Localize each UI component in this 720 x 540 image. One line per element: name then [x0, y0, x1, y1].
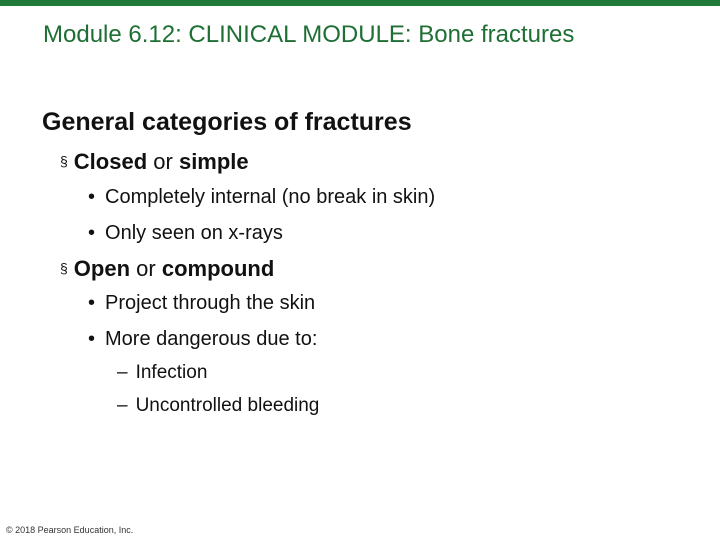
list-item-text: Completely internal (no break in skin): [105, 186, 436, 208]
square-bullet-icon: §: [60, 260, 68, 276]
term-compound: compound: [161, 256, 275, 281]
dot-bullet-icon: •: [88, 186, 96, 208]
slide-title: Module 6.12: CLINICAL MODULE: Bone fractures: [43, 21, 575, 48]
list-item-text: More dangerous due to:: [105, 328, 318, 350]
sub-list-item-text: Uncontrolled bleeding: [135, 395, 320, 416]
term-open: Open: [73, 256, 131, 281]
top-accent-bar: [0, 0, 720, 6]
copyright-notice: © 2018 Pearson Education, Inc.: [6, 525, 134, 535]
sub-list-item-text: Infection: [135, 362, 208, 383]
list-item: [88, 328, 317, 351]
list-item-text: Only seen on x-rays: [105, 222, 283, 244]
square-bullet-icon: §: [60, 153, 68, 169]
sub-list-item: [117, 362, 207, 384]
term-simple: simple: [178, 149, 249, 174]
connector-or: or: [130, 256, 162, 281]
section-heading: General categories of fractures: [42, 108, 412, 136]
dot-bullet-icon: •: [88, 222, 96, 244]
bullet-open: [60, 256, 274, 282]
dash-bullet-icon: –: [117, 395, 128, 416]
list-item: [88, 292, 315, 315]
dot-bullet-icon: •: [88, 292, 96, 314]
list-item: [88, 222, 283, 245]
dot-bullet-icon: •: [88, 328, 96, 350]
list-item: [88, 186, 435, 209]
dash-bullet-icon: –: [117, 362, 128, 383]
bullet-closed: [60, 149, 249, 175]
list-item-text: Project through the skin: [105, 292, 316, 314]
connector-or: or: [147, 149, 179, 174]
term-closed: Closed: [73, 149, 148, 174]
sub-list-item: [117, 395, 319, 417]
